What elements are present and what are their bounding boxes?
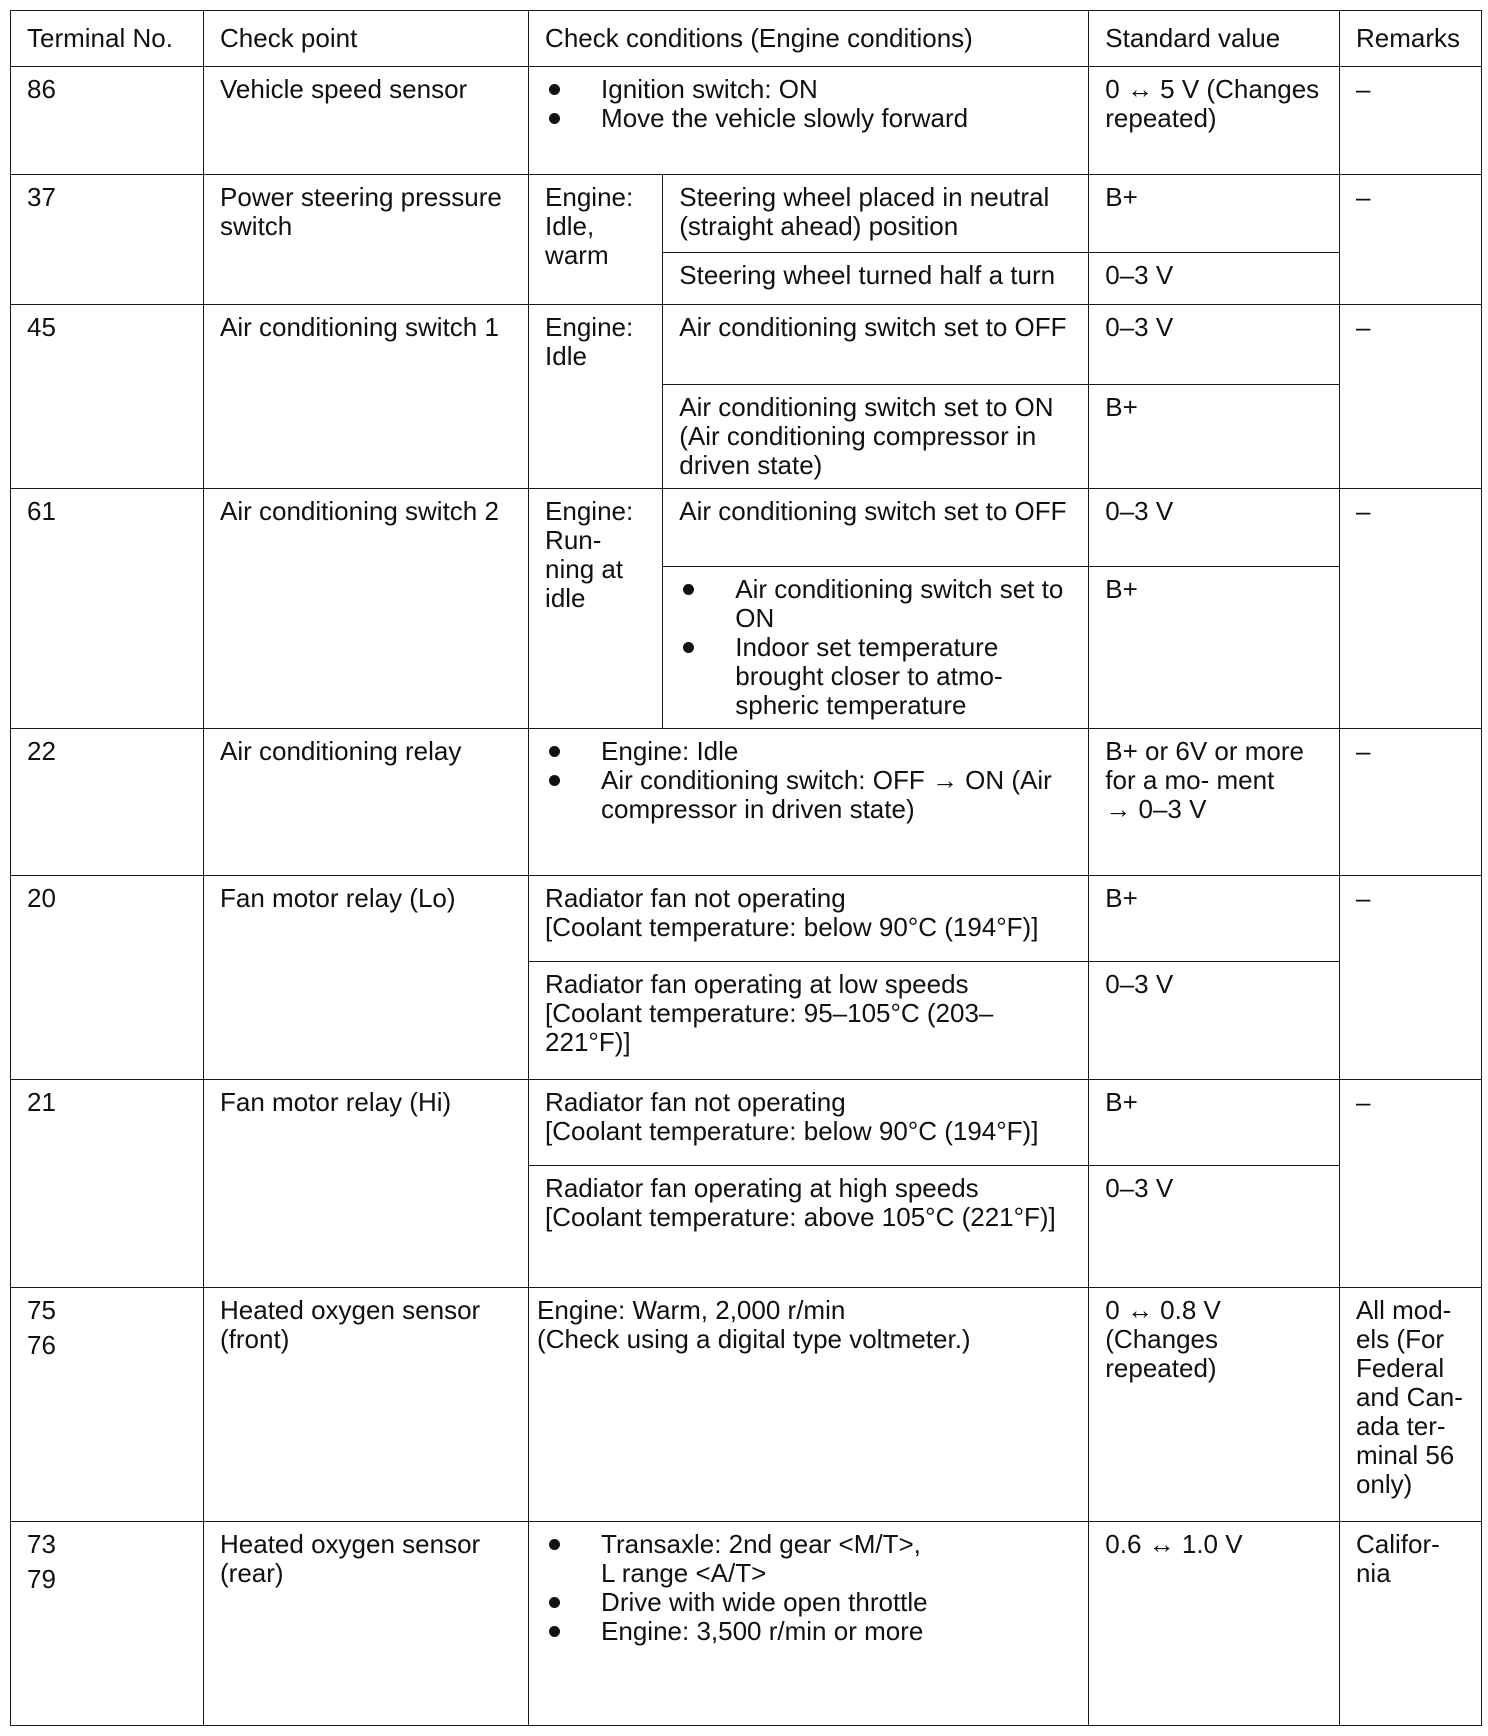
engine-condition-cell: Engine: Idle, warm	[529, 175, 663, 305]
condition-cell	[663, 567, 1089, 729]
condition-bullet: Drive with wide open throttle	[545, 1588, 1074, 1617]
condition-cell	[529, 1080, 1089, 1166]
standard-value-cell: 0 ↔ 0.8 V (Changes repeated)	[1089, 1288, 1340, 1522]
condition-cell: Air conditioning switch set to OFF	[663, 305, 1089, 385]
condition-bullet: Indoor set temperature brought closer to atmo- spheric temperature	[679, 633, 1074, 720]
condition-cell: Steering wheel placed in neutral (straight ahead) position	[663, 175, 1089, 253]
header-standard-value: Standard value	[1089, 11, 1340, 67]
condition-bullet: Air conditioning switch set to ON	[679, 575, 1074, 633]
terminal-number: 79	[27, 1564, 56, 1594]
header-remarks: Remarks	[1339, 11, 1481, 67]
terminal-cell: 22	[11, 729, 204, 876]
header-row	[11, 11, 1482, 67]
standard-value-cell: 0 ↔ 5 V (Changes repeated)	[1089, 67, 1340, 175]
remarks-cell: Califor- nia	[1339, 1522, 1481, 1726]
condition-text: Transaxle: 2nd gear <M/T>,	[601, 1529, 921, 1559]
standard-value-cell: B+	[1089, 567, 1340, 729]
terminal-cell: 20	[11, 876, 204, 1080]
table-row	[11, 489, 1482, 567]
terminal-cell: 86	[11, 67, 204, 175]
condition-cell	[529, 1166, 1089, 1288]
condition-text: (Check using a digital type voltmeter.)	[537, 1324, 971, 1354]
table-row	[11, 729, 1482, 876]
condition-text: [Coolant temperature: below 90°C (194°F)]	[545, 1116, 1039, 1146]
check-point-cell: Heated oxygen sensor (front)	[204, 1288, 529, 1522]
header-check-point: Check point	[204, 11, 529, 67]
check-point-cell: Air conditioning relay	[204, 729, 529, 876]
standard-value-cell: B+	[1089, 175, 1340, 253]
engine-condition-cell: Engine: Idle	[529, 305, 663, 489]
table-row	[11, 1080, 1482, 1166]
terminal-number: 73	[27, 1529, 56, 1559]
condition-cell	[529, 67, 1089, 175]
standard-value-text: → 0–3 V	[1105, 794, 1207, 824]
condition-text: Radiator fan operating at high speeds	[545, 1173, 979, 1203]
remarks-cell: –	[1339, 729, 1481, 876]
condition-bullet	[545, 1530, 1074, 1588]
condition-text: [Coolant temperature: above 105°C (221°F)]	[545, 1202, 1056, 1232]
remarks-cell: –	[1339, 175, 1481, 305]
standard-value-text: B+ or 6V or more for a mo- ment	[1105, 736, 1304, 795]
header-conditions: Check conditions (Engine conditions)	[529, 11, 1089, 67]
condition-bullet: Engine: Idle	[545, 737, 1074, 766]
table-row	[11, 67, 1482, 175]
condition-text: Radiator fan not operating	[545, 1087, 846, 1117]
condition-cell	[529, 1522, 1089, 1726]
header-terminal: Terminal No.	[11, 11, 204, 67]
condition-bullet: Engine: 3,500 r/min or more	[545, 1617, 1074, 1646]
condition-text: Engine: Warm, 2,000 r/min	[537, 1295, 846, 1325]
remarks-cell: –	[1339, 876, 1481, 1080]
table-row	[11, 1288, 1482, 1522]
condition-text: [Coolant temperature: 95–105°C (203–221°F)]	[545, 998, 994, 1057]
terminal-cell: 45	[11, 305, 204, 489]
condition-cell	[529, 729, 1089, 876]
table-row	[11, 876, 1482, 962]
terminal-check-document	[10, 10, 1482, 1726]
terminal-cell: 61	[11, 489, 204, 729]
condition-cell: Air conditioning switch set to OFF	[663, 489, 1089, 567]
terminal-cell	[11, 1288, 204, 1522]
condition-text: Radiator fan not operating	[545, 883, 846, 913]
terminal-cell: 37	[11, 175, 204, 305]
check-point-cell: Heated oxygen sensor (rear)	[204, 1522, 529, 1726]
condition-cell: Air conditioning switch set to ON (Air conditioning compressor in driven state)	[663, 385, 1089, 489]
standard-value-cell: 0–3 V	[1089, 1166, 1340, 1288]
check-point-cell: Vehicle speed sensor	[204, 67, 529, 175]
terminal-cell: 21	[11, 1080, 204, 1288]
standard-value-cell: B+	[1089, 385, 1340, 489]
remarks-cell: –	[1339, 67, 1481, 175]
condition-bullet: Air conditioning switch: OFF → ON (Air compressor in driven state)	[545, 766, 1074, 824]
standard-value-cell: 0–3 V	[1089, 253, 1340, 305]
table-row	[11, 305, 1482, 385]
remarks-cell: –	[1339, 489, 1481, 729]
condition-text: [Coolant temperature: below 90°C (194°F)]	[545, 912, 1039, 942]
standard-value-cell: B+	[1089, 1080, 1340, 1166]
condition-text: L range <A/T>	[601, 1558, 767, 1588]
condition-cell: Steering wheel turned half a turn	[663, 253, 1089, 305]
terminal-cell	[11, 1522, 204, 1726]
standard-value-cell: B+	[1089, 876, 1340, 962]
table-row	[11, 175, 1482, 253]
standard-value-cell: 0.6 ↔ 1.0 V	[1089, 1522, 1340, 1726]
remarks-cell: –	[1339, 1080, 1481, 1288]
check-point-cell: Fan motor relay (Hi)	[204, 1080, 529, 1288]
condition-cell	[529, 876, 1089, 962]
condition-cell	[529, 962, 1089, 1080]
check-point-cell: Power steering pressure switch	[204, 175, 529, 305]
terminal-number: 75	[27, 1295, 56, 1325]
condition-cell	[529, 1288, 1089, 1522]
terminal-check-table	[10, 10, 1482, 1726]
terminal-number: 76	[27, 1330, 56, 1360]
standard-value-cell	[1089, 729, 1340, 876]
remarks-cell: –	[1339, 305, 1481, 489]
standard-value-cell: 0–3 V	[1089, 962, 1340, 1080]
condition-text: Radiator fan operating at low speeds	[545, 969, 969, 999]
standard-value-cell: 0–3 V	[1089, 305, 1340, 385]
check-point-cell: Air conditioning switch 2	[204, 489, 529, 729]
condition-bullet: Ignition switch: ON	[545, 75, 1074, 104]
condition-bullet: Move the vehicle slowly forward	[545, 104, 1074, 133]
check-point-cell: Air conditioning switch 1	[204, 305, 529, 489]
check-point-cell: Fan motor relay (Lo)	[204, 876, 529, 1080]
engine-condition-cell: Engine: Run- ning at idle	[529, 489, 663, 729]
remarks-cell: All mod- els (For Federal and Can- ada ter- minal 56 only)	[1339, 1288, 1481, 1522]
table-row	[11, 1522, 1482, 1726]
standard-value-cell: 0–3 V	[1089, 489, 1340, 567]
